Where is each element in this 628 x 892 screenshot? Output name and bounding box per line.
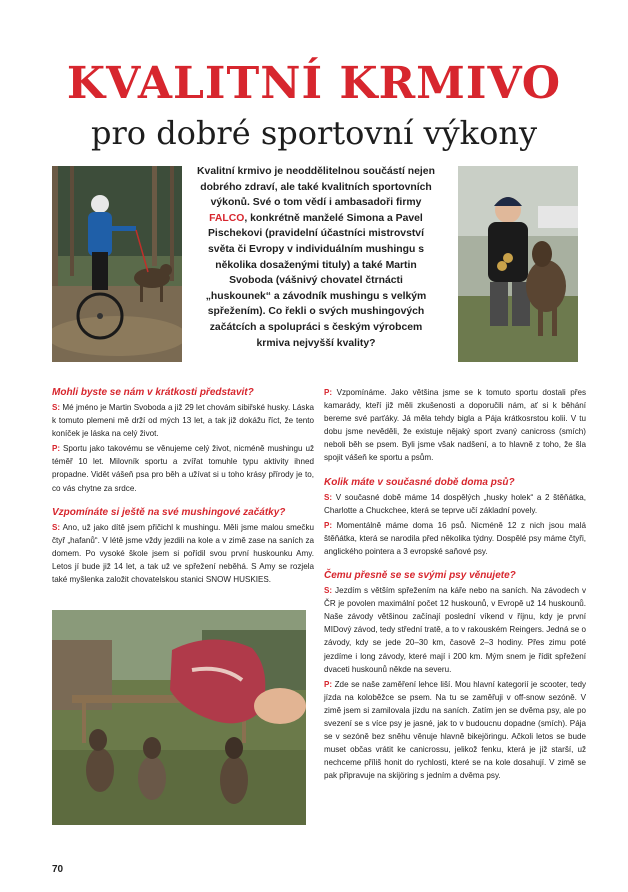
answer-paragraph <box>52 401 314 440</box>
answer-text: Ano, už jako dítě jsem přičichl k mushingu. Měli jsme malou smečku čtyř „hafanů“. V létě jsme vždy jezdili na kole a v zimě zase na saních za domem. Po vysoké škole jsem si pořídil svou první huskounku Amy. Letos jí bude již 14 let, a tak už ve spřežení neběhá. S Amy se rozjela také myšlenka založit chovatelskou stanici SNOW HUSKIES. <box>52 522 314 585</box>
brand-falco: FALCO <box>209 212 245 224</box>
answer-text: Vzpomínáme. Jako většina jsme se k tomuto sportu dostali přes kamarády, kteří již měli zkušenosti a doporučili nám, ať si k běhání bereme své parťáky. Já měla tehdy biglа a Pája krátkosrstou kolii. V tu dobu jsme nevěděli, že existuje nějaký sport zvaný canicross (smích) neboli běh se psem. Byli jsme však nadšení, a to hlavně z toho, že šla spojit vášeň ke sportu a psům. <box>324 388 586 463</box>
answer-text: Sportu jako takovému se věnujeme celý život, nicméně mushingu už téměř 10 let. Milovník sportu a zvířat tomuhle typu aktivity ihned propadne. Vidět vášeň psa pro běh a užívat si u toho krásy přírody je to, co vás chytne za srdce. <box>52 444 314 493</box>
left-column <box>52 386 314 588</box>
page-number: 70 <box>52 864 64 875</box>
lead-text-end: , konkrétně manželé Simona a Pavel Pischekovi (pravidelní účastníci mistrovství světa či Evropy v individuálním mushingu s několika dosaženými tituly) a také Martin Svoboda (vášnivý chovatel čtrnácti „huskounek“ a závodník mushingu s velkým spřežením). Co řekli o svých mushingových začátcích a spolupráci s českým výrobcem krmiva nejvyšší kvality? <box>205 212 427 349</box>
answer-text: Momentálně máme doma 16 psů. Nicméně 12 z nich jsou malá štěňátka, která se narodila před několika týdny. Dospělé psy máme čtyři, anglického pointera a 3 evropské saňové psy. <box>324 520 586 556</box>
answer-paragraph <box>52 521 314 586</box>
question-how-many-dogs: Kolik máte v současné době doma psů? <box>324 476 515 488</box>
speaker-label: P: <box>324 388 333 397</box>
answer-text: Jezdím s větším spřežením na káře nebo na saních. Na závodech v ČR je povolen maximální počet 12 huskounů, v Evropě už 14 huskounů. Naše závody většinou začínají poslední víkend v říjnu, kdy je první MIDový závod, tedy střední tratě, a to v rakouském Reingers. Jedná se o závody, kdy se jede 20–30 km, časově 2–3 hodiny. Přes zimu poté jezdíme i long závody, které mají i 200 km. Mým snem je řídit spřežení dvaceti huskounů někde na severu. <box>324 586 586 674</box>
answer-text: V současné době máme 14 dospělých „husky holek“ a 2 štěňátka, Charlotte a Chuckchee, která se teprve učí základní povely. <box>324 492 586 515</box>
answer-text: Zde se naše zaměření lehce liší. Mou hlavní kategorií je scooter, tedy jízda na koloběžce se psem. Na tu se zaměřuji v off-snow sezóně. V zimě jsem si zamilovala jízdu na saních. Zatím jen se dvěma psy, ale po svezení se s více psy je jasné, jak to v budoucnu dopadne (smích). Pája se v sezóně bez sněhu věnuje hlavně bikejöringu. Ačkoli letos se bude muset občas vrátit ke canicrossu, jelikož fenku, která je již starší, už nechceme příliš honit do rychlosti, které se na kole dosahují. V zimě se pak připravuje na skijöring s jedním a dvěma psy. <box>324 679 586 781</box>
speaker-label: S: <box>324 586 333 596</box>
lead-text-start: Kvalitní krmivo je neoddělitelnou součástí nejen dobrého zdraví, ale také kvalitních sportovních výkonů. Své o tom vědí i ambasadoři firmy <box>197 166 435 209</box>
answer-paragraph <box>324 386 586 465</box>
article-title: KVALITNÍ KRMIVO <box>66 58 562 109</box>
answer-paragraph <box>324 678 586 783</box>
speaker-label: S: <box>52 403 61 412</box>
answer-paragraph <box>324 491 586 517</box>
photo-musher-with-dog <box>458 166 578 362</box>
article-subtitle: pro dobré sportovní výkony <box>90 114 538 152</box>
lead-paragraph <box>196 164 436 351</box>
answer-paragraph <box>324 519 586 558</box>
speaker-label: S: <box>324 492 333 502</box>
speaker-label: P: <box>324 679 333 689</box>
question-focus: Čemu přesně se se svými psy věnujete? <box>324 570 516 582</box>
answer-paragraph <box>324 584 586 676</box>
speaker-label: P: <box>324 520 333 530</box>
question-beginnings: Vzpomínáte si ještě na své mushingové začátky? <box>52 506 286 518</box>
right-column <box>324 386 586 784</box>
answer-paragraph <box>52 442 314 494</box>
speaker-label: P: <box>52 444 61 454</box>
question-introduce: Mohli byste se nám v krátkosti představit? <box>52 387 254 398</box>
answer-text: Mé jméno je Martin Svoboda a již 29 let chovám sibiřské husky. Láska k tomuto plemeni mě drží od mých 13 let, a tak již dokážu říct, že tento koníček je láska na celý život. <box>52 403 314 439</box>
speaker-label: S: <box>52 522 61 532</box>
photo-bikejoring <box>52 166 182 362</box>
photo-dogs-with-meat <box>52 610 306 825</box>
